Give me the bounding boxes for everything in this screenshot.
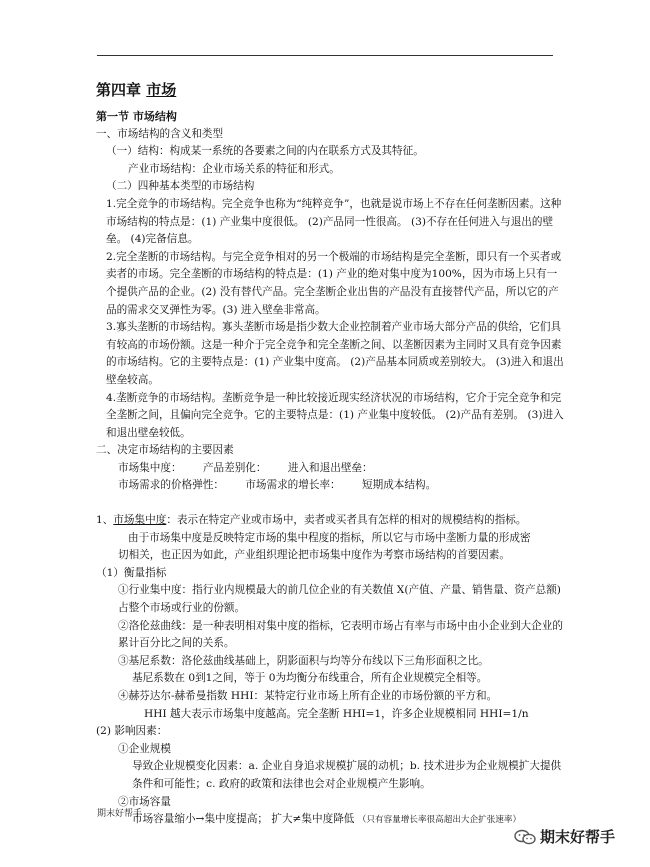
header-rule [97,55,553,56]
watermark-text: 期末好帮手 [540,828,616,846]
factor-price-elasticity: 市场需求的价格弹性： [118,479,224,492]
item1-text: ：表示在特定产业或市场中，卖者或买者具有怎样的相对的规模结构的指标。 [166,514,527,527]
factor-cost-structure: 短期成本结构。 [362,479,437,492]
document-body [96,80,566,830]
monopolistic-competition-paragraph: 4.垄断竞争的市场结构。垄断竞争是一种比较接近现实经济状况的市场结构，它介于完全竞争和完全垄断之间，且偏向完全竞争。它的主要特点是：(1) 产业集中度较低。 (2)产品有差别。 (3)进入和退出壁垒较低。 [106,391,564,439]
measure-gini-note: 基尼系数在 0到1之间，等于 0为均衡分布线重合，所有企业规模完全相等。 [132,672,488,685]
factors-row-2 [96,477,566,495]
factor-demand-growth: 市场需求的增长率： [245,479,341,492]
measure-gini: ③基尼系数：洛伦兹曲线基础上，阴影面积与均等分布线以下三角形面积之比。 [118,654,489,667]
structure-definition: （一）结构：构成某一系统的各要素之间的内在联系方式及其特征。 [106,145,424,158]
heading-part-two: 二、决定市场结构的主要因素 [96,444,234,457]
item1-continuation-2: 切相关，也正因为如此，产业组织理论把市场集中度作为考察市场结构的首要因素。 [118,549,510,562]
heading-part-one: 一、市场结构的含义和类型 [96,127,224,140]
oligopoly-paragraph: 3.寡头垄断的市场结构。寡头垄断市场是指少数大企业控制着产业市场大部分产品的供给，它们具有较高的市场份额。这是一种介于完全竞争和完全垄断之间、以垄断因素为主同时又具有竞争因素的市场结构。它的主要特点是：(1) 产业集中度高。 (2)产品基本同质或差别较大。 (3)进入和退出壁垒较高。 [106,321,564,386]
industry-structure-definition: 产业市场结构：企业市场关系的特征和形式。 [128,162,340,175]
chapter-number: 第四章 [96,81,142,99]
measure-hhi: ④赫芬达尔-赫希曼指数 HHI：某特定行业市场上所有企业的市场份额的平方和。 [118,690,498,702]
impact-firm-size-text: 导致企业规模变化因素：a. 企业自身追求规模扩展的动机；b. 技术进步为企业规模扩大提供条件和可能性；c. 政府的政策和法律也会对企业规模产生影响。 [132,760,562,790]
four-types-heading: （二）四种基本类型的市场结构 [106,180,255,193]
measure-heading: （1）衡量指标 [96,566,167,579]
factor-concentration: 市场集中度： [118,461,182,474]
monopoly-paragraph: 2.完全垄断的市场结构。与完全竞争相对的另一个极端的市场结构是完全垄断，即只有一个买者或卖者的市场。完全垄断的市场结构的特点是：(1) 产业的绝对集中度为100%，因为市场上只有一个提供产品的企业。(2) 没有替代产品。完全垄断企业出售的产品没有直接替代产品，所以它的产品的需求交叉弹性为零。(3) 进入壁垒非常高。 [106,250,562,316]
impact-heading: (2) 影响因素： [96,725,168,738]
measure-hhi-note: HHI 越大表示市场集中度越高。完全垄断 HHI=1，许多企业规模相同 HHI=1/n [144,707,529,720]
chapter-title: 市场 [146,81,177,99]
impact-market-size-text [96,811,566,830]
item1-number: 1、 [96,514,114,527]
factor-differentiation: 产品差别化： [202,461,267,474]
impact-firm-size: ①企业规模 [118,742,171,755]
section-heading: 第一节 市场结构 [96,110,177,123]
footer-label: 期末好帮手 [97,809,143,819]
item1-term: 市场集中度 [113,514,167,527]
wechat-icon [514,829,536,845]
market-size-main: 市场容量缩小→集中度提高； 扩大≠集中度降低 [132,813,355,826]
factors-row-1 [96,460,566,478]
impact-market-size: ②市场容量 [118,795,171,808]
measure-lorenz-curve: ②洛伦兹曲线：是一种表明相对集中度的指标，它表明市场占有率与市场中由小企业到大企业的累计百分比之间的关系。 [118,619,563,650]
perfect-competition-paragraph: 1.完全竞争的市场结构。完全竞争也称为“纯粹竞争”，也就是说市场上不存在任何垄断因素。这种市场结构的特点是：(1) 产业集中度很低。 (2)产品同一性很高。 (3)不存在任何进入与退出的壁垒。 (4)完备信息。 [106,197,562,246]
watermark [514,826,615,847]
factor-barriers: 进入和退出壁垒： [287,461,373,474]
market-size-note: （只有容量增长率很高超出大企扩张速率） [357,815,522,826]
item1-definition [96,512,566,530]
chapter-heading [96,80,566,100]
item1-continuation-1: 由于市场集中度是反映特定市场的集中程度的指标，所以它与市场中垄断力量的形成密 [128,531,531,544]
measure-concentration-ratio: ①行业集中度：指行业内规模最大的前几位企业的有关数值 X(产值、产量、销售量、资产总额) 占整个市场或行业的份额。 [118,584,561,615]
